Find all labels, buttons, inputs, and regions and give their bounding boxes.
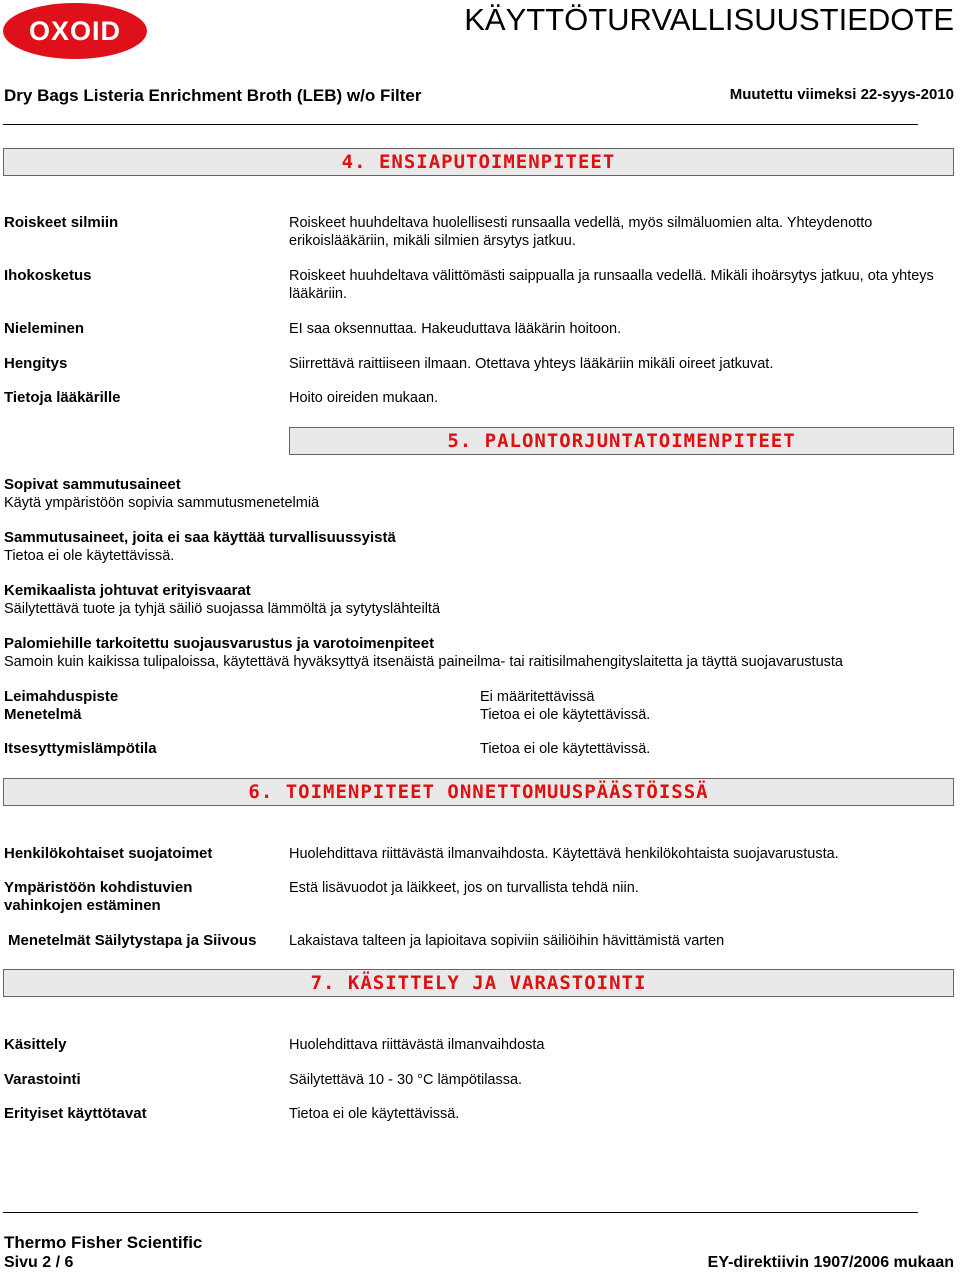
regulation-reference: EY-direktiivin 1907/2006 mukaan — [707, 1254, 954, 1271]
revision-info — [730, 86, 954, 103]
first-aid-label: Ihokosketus — [4, 267, 92, 284]
handling-text: Tietoa ei ole käytettävissä. — [289, 1106, 460, 1122]
release-label: Henkilökohtaiset suojatoimet — [4, 845, 213, 862]
first-aid-text: Roiskeet huuhdeltava välittömästi saippualla ja runsaalla vedellä. Mikäli ihoärsytys jatkuu, ota yhteys lääkäriin. — [289, 268, 934, 302]
section-5-heading: 5. PALONTORJUNTATOIMENPITEET — [289, 427, 954, 455]
fire-prop-value: Tietoa ei ole käytettävissä. — [480, 707, 651, 723]
page-number: Sivu 2 / 6 — [4, 1254, 74, 1271]
section-4-heading: 4. ENSIAPUTOIMENPITEET — [3, 148, 954, 176]
section-6-heading: 6. TOIMENPITEET ONNETTOMUUSPÄÄSTÖISSÄ — [3, 778, 954, 806]
first-aid-label: Tietoja lääkärille — [4, 389, 121, 406]
first-aid-text: Roiskeet huuhdeltava huolellisesti runsaalla vedellä, myös silmäluomien alta. Yhteydenotto erikoislääkäriin, mikäli silmien ärsytys jatkuu. — [289, 215, 873, 249]
fire-block-title: Sammutusaineet, joita ei saa käyttää turvallisuussyistä — [4, 529, 396, 546]
handling-label: Varastointi — [4, 1071, 81, 1088]
oxoid-logo — [2, 2, 148, 60]
fire-prop-value: Tietoa ei ole käytettävissä. — [480, 741, 651, 757]
first-aid-text: Hoito oireiden mukaan. — [289, 390, 439, 406]
footer-company: Thermo Fisher Scientific — [4, 1233, 203, 1252]
first-aid-text: EI saa oksennuttaa. Hakeuduttava lääkärin hoitoon. — [289, 321, 622, 337]
release-label: Ympäristöön kohdistuvien vahinkojen estäminen — [4, 879, 193, 914]
revised-date: 22-syys-2010 — [860, 86, 954, 103]
handling-text: Säilytettävä 10 - 30 °C lämpötilassa. — [289, 1072, 523, 1088]
release-label: Menetelmät Säilytystapa ja Siivous — [8, 932, 257, 949]
fire-block-text: Säilytettävä tuote ja tyhjä säiliö suojassa lämmöltä ja sytytyslähteiltä — [4, 601, 441, 617]
logo-text: OXOID — [28, 16, 122, 46]
fire-prop-label: Leimahduspiste — [4, 688, 119, 705]
fire-block-title: Sopivat sammutusaineet — [4, 476, 181, 493]
document-title: KÄYTTÖTURVALLISUUSTIEDOTE — [464, 2, 954, 37]
revised-label: Muutettu viimeksi — [729, 86, 857, 103]
section-7-heading: 7. KÄSITTELY JA VARASTOINTI — [3, 969, 954, 997]
first-aid-label: Roiskeet silmiin — [4, 214, 119, 231]
fire-block-text: Samoin kuin kaikissa tulipaloissa, käytettävä hyväksyttyä itsenäistä paineilma- tai raitisilmahengityslaitetta ja täyttä suojavarustusta — [4, 654, 843, 670]
fire-prop-value: Ei määritettävissä — [480, 689, 595, 705]
release-text: Estä lisävuodot ja läikkeet, jos on turvallista tehdä niin. — [289, 880, 639, 896]
first-aid-label: Nieleminen — [4, 320, 85, 337]
fire-block-text: Tietoa ei ole käytettävissä. — [4, 548, 175, 564]
handling-label: Erityiset käyttötavat — [4, 1105, 147, 1122]
release-text: Huolehdittava riittävästä ilmanvaihdosta. Käytettävä henkilökohtaista suojavarustusta. — [289, 846, 839, 862]
release-text: Lakaistava talteen ja lapioitava sopiviin säiliöihin hävittämistä varten — [289, 933, 725, 949]
first-aid-text: Siirrettävä raittiiseen ilmaan. Otettava yhteys lääkäriin mikäli oireet jatkuvat. — [289, 356, 774, 372]
footer-rule — [3, 1212, 918, 1213]
handling-label: Käsittely — [4, 1036, 67, 1053]
first-aid-label: Hengitys — [4, 355, 68, 372]
fire-block-text: Käytä ympäristöön sopivia sammutusmenetelmiä — [4, 495, 320, 511]
fire-prop-label: Menetelmä — [4, 706, 82, 723]
fire-block-title: Palomiehille tarkoitettu suojausvarustus ja varotoimenpiteet — [4, 635, 435, 652]
fire-prop-label: Itsesyttymislämpötila — [4, 740, 157, 757]
product-name: Dry Bags Listeria Enrichment Broth (LEB) w/o Filter — [4, 86, 422, 105]
header-rule — [3, 124, 918, 125]
fire-block-title: Kemikaalista johtuvat erityisvaarat — [4, 582, 251, 599]
handling-text: Huolehdittava riittävästä ilmanvaihdosta — [289, 1037, 545, 1053]
